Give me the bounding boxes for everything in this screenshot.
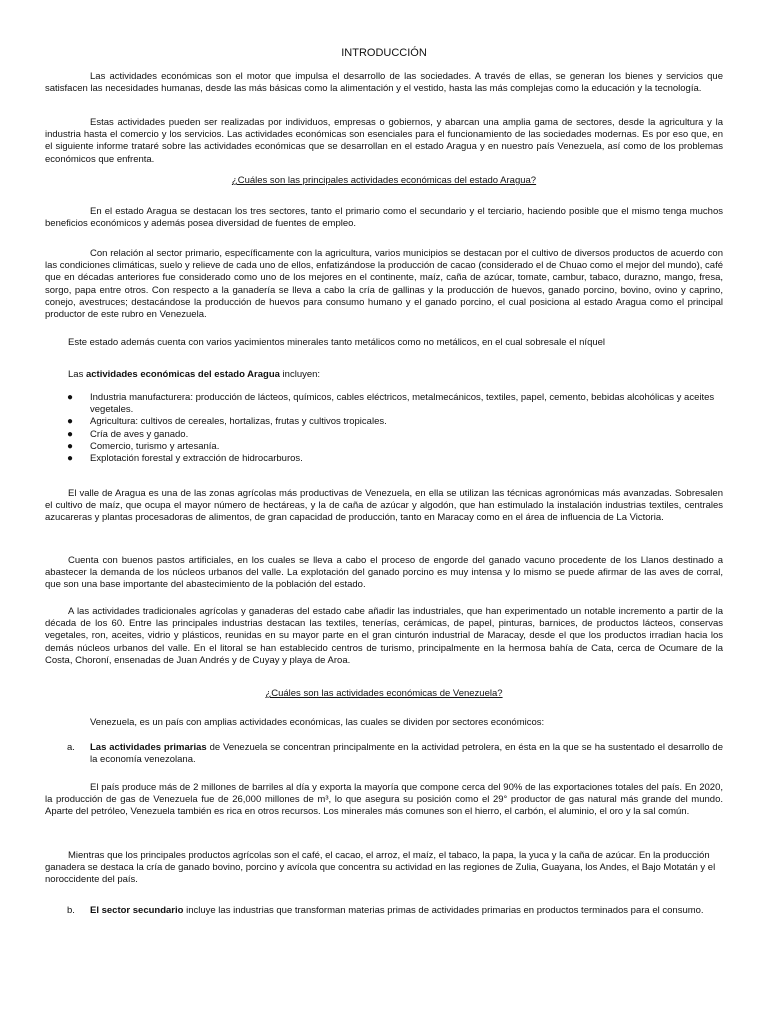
list-marker-b: b. (67, 905, 75, 916)
bullet-icon: ● (67, 428, 74, 440)
aragua-p4-bold: actividades económicas del estado Aragua (85, 369, 280, 380)
aragua-paragraph-4 (45, 369, 723, 381)
aragua-paragraph-2: Con relación al sector primario, específicamente con la agricultura, varios municipios se destacan por el cultivo de diversos productos de acuerdo con las condiciones climáticas, suelo y relieve de cada uno de ellos, enfatizándose la producción de cacao (considerado el de Chuao como el mejor del mundo), café que en décadas anteriores fue considerado como uno de los mejores en el continente, maíz, caña de azúcar, tomate, cambur, tabaco, durazno, mango, fresa, sorgo, papa entre otros. Con respecto a la ganadería se lleva a cabo la cría de gallinas y la producción de huevos, ganado porcino, bovino, ovino y caprino, conejo, avestruces; destacándose la producción de huevos para consumo humano y el ganado porcino, el cual posiciona al estado Aragua como el principal productor de este rubro en Venezuela. (45, 248, 723, 321)
venezuela-list-item-b (45, 905, 723, 917)
aragua-paragraph-5: El valle de Aragua es una de las zonas agrícolas más productivas de Venezuela, en ella se utilizan las técnicas agronómicas más avanzadas. Sobresalen el cultivo de maíz, que ocupa el mayor número de hectáreas, y la de caña de azúcar y algodón, que han estimulado la instalación industrias textiles, centrales azucareras y plantas procesadoras de alimentos, de gran capacidad de producción, tanto en Maracay como en el área de influencia de La Victoria. (45, 488, 723, 524)
aragua-paragraph-6: Cuenta con buenos pastos artificiales, en los cuales se lleva a cabo el proceso de engorde del ganado vacuno procedente de los Llanos destinado a abastecer la demanda de los núcleos urbanos del valle. La explotación del ganado porcino es muy intensa y lo mismo se puede afirmar de las aves de corral, que son una base importante del abastecimiento de la población del estado. (45, 555, 723, 591)
venezuela-paragraph-2: El país produce más de 2 millones de barriles al día y exporta la mayoría que compone cerca del 90% de las exportaciones totales del país. En 2020, la producción de gas de Venezuela fue de 26,000 millones de m³, lo que asegura su posición como el 29° productor de gas natural más grande del mundo. Aparte del petróleo, Venezuela también es rica en otros recursos. Los minerales más comunes son el hierro, el carbón, el aluminio, el oro y la sal común. (45, 782, 723, 818)
list-marker-a: a. (67, 742, 75, 753)
list-item: ● Cría de aves y ganado. (67, 428, 189, 440)
list-item: ● Agricultura: cultivos de cereales, hortalizas, frutas y cultivos tropicales. (67, 416, 387, 428)
aragua-heading: ¿Cuáles son las principales actividades económicas del estado Aragua? (231, 175, 537, 186)
aragua-paragraph-7: A las actividades tradicionales agrícolas y ganaderas del estado cabe añadir las industriales, que han experimentado un notable incremento a partir de la década de los 60. Entre las principales industrias destacan las textiles, tenerías, cerámicas, de papel, pinturas, barnices, de productos lácteos, conservas vegetales, ron, aceites, vidrio y plásticos, reunidas en su mayor parte en el gran cinturón industrial de Maracay, desde el que los productos irradian hacia los demás núcleos urbanos del valle. En el litoral se han establecido centros de turismo, principalmente en la hermosa bahía de Cata, cerca de Ocumare de la Costa, Choroní, ensenadas de Juan Andrés y de Cuyay y playa de Aroa. (45, 606, 723, 666)
aragua-p4-post: incluyen: (279, 369, 321, 380)
list-item: ● Industria manufacturera: producción de lácteos, químicos, cables eléctricos, metalmecánicos, textiles, papel, cemento, bebidas alcohólicas y aceites vegetales. (67, 392, 715, 416)
intro-paragraph-1: Las actividades económicas son el motor que impulsa el desarrollo de las sociedades. A través de ellas, se generan los bienes y servicios que satisfacen las necesidades humanas, desde las más básicas como la alimentación y el vestido, hasta las más complejas como la educación y la tecnología. (45, 71, 723, 95)
item-b-text: incluye las industrias que transforman materias primas de actividades primarias en productos terminados para el consumo. (183, 905, 704, 916)
venezuela-heading: ¿Cuáles son las actividades económicas de Venezuela? (265, 688, 503, 699)
intro-paragraph-2: Estas actividades pueden ser realizadas por individuos, empresas o gobiernos, y abarcan una amplia gama de sectores, desde la agricultura y la industria hasta el comercio y los servicios. Las actividades económicas son esenciales para el funcionamiento de las sociedades modernas. Es por eso que, en el siguiente informe trataré sobre las actividades económicas que se desarrollan en el estado Aragua y en nuestro país Venezuela, así como de los problemas económicos que enfrenta. (45, 117, 723, 165)
bullet-icon: ● (67, 453, 74, 465)
venezuela-paragraph-3: Mientras que los principales productos agrícolas son el café, el cacao, el arroz, el maíz, el tabaco, la papa, la yuca y la caña de azúcar. En la producción ganadera se destaca la cría de ganado bovino, porcino y avícola que concentra su actividad en las regiones de Zulia, Guayana, los Andes, el Bajo Motatán y el noroccidente del país. (45, 850, 716, 886)
list-item: ● Explotación forestal y extracción de hidrocarburos. (67, 453, 303, 465)
aragua-bullet-list (45, 392, 723, 465)
venezuela-list-item-a (45, 742, 723, 766)
bullet-icon: ● (67, 392, 74, 403)
list-item: ● Comercio, turismo y artesanía. (67, 440, 220, 452)
item-a-text: de Venezuela se concentran principalmente en la actividad petrolera, en ésta en la que se ha sustentado el desarrollo de la economía venezolana. (90, 742, 724, 766)
aragua-p4-pre: Las (68, 369, 86, 380)
page-title: INTRODUCCIÓN (341, 47, 427, 59)
bullet-icon: ● (67, 416, 74, 428)
item-b-bold: El sector secundario (90, 905, 184, 916)
aragua-paragraph-1: En el estado Aragua se destacan los tres sectores, tanto el primario como el secundario y el terciario, haciendo posible que el mismo tenga muchos beneficios económicos y además posea diversidad de fuentes de empleo. (45, 206, 723, 230)
aragua-paragraph-3: Este estado además cuenta con varios yacimientos minerales tanto metálicos como no metálicos, en el cual sobresale el níquel (68, 337, 606, 348)
venezuela-paragraph-1: Venezuela, es un país con amplias actividades económicas, las cuales se dividen por sectores económicos: (90, 717, 545, 728)
bullet-icon: ● (67, 440, 74, 452)
item-a-bold: Las actividades primarias (90, 742, 207, 753)
